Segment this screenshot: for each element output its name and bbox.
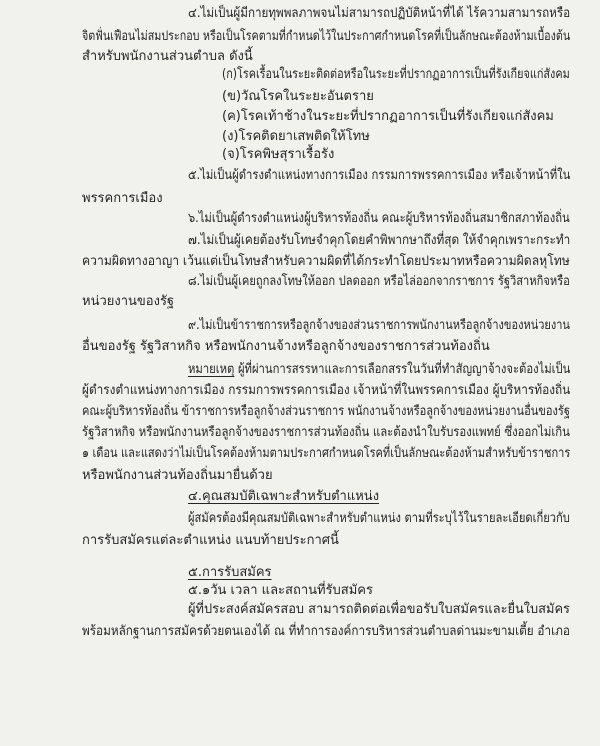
- disease-list-item: (ค)โรคเท้าช้างในระยะที่ปรากฏอาการเป็นที่รังเกียจแก่สังคม: [222, 109, 554, 124]
- section-4-heading-text: ๔.คุณสมบัติเฉพาะสำหรับตำแหน่ง: [188, 489, 380, 504]
- note-line: รัฐวิสาหกิจ หรือพนักงานหรือลูกจ้างของราชการส่วนท้องถิ่น และต้องนำใบรับรองแพทย์ ซึ่งออกไม่เกิน: [82, 425, 570, 440]
- qualification-5-line: พรรคการเมือง: [82, 191, 163, 206]
- note-line: คณะผู้บริหารท้องถิ่น ข้าราชการหรือลูกจ้างส่วนราชการ พนักงานจ้างหรือลูกจ้างของหน่วยงานอื่นของรัฐ: [82, 404, 570, 419]
- subsection-5-1-heading: ๕.๑วัน เวลา และสถานที่รับสมัคร: [188, 583, 373, 598]
- note-line: หรือพนักงานส่วนท้องถิ่นมายื่นด้วย: [82, 468, 273, 483]
- qualification-7-line: ๗.ไม่เป็นผู้เคยต้องรับโทษจำคุกโดยคำพิพากษาถึงที่สุด ให้จำคุกเพราะกระทำ: [188, 233, 571, 248]
- qualification-5-line: ๕.ไม่เป็นผู้ดำรงตำแหน่งทางการเมือง กรรมการพรรคการเมือง หรือเจ้าหน้าที่ใน: [188, 168, 571, 183]
- qualification-8-line: หน่วยงานของรัฐ: [82, 294, 175, 309]
- section-4-line: ผู้สมัครต้องมีคุณสมบัติเฉพาะสำหรับตำแหน่ง ตามที่ระบุไว้ในรายละเอียดเกี่ยวกับ: [188, 511, 570, 526]
- disease-list-item: (จ)โรคพิษสุราเรื้อรัง: [222, 147, 335, 162]
- section-4-heading: [188, 488, 570, 506]
- note-text: ผู้ที่ผ่านการสรรหาและการเลือกสรรในวันที่ทำสัญญาจ้างจะต้องไม่เป็น: [237, 362, 571, 377]
- qualification-9-line: อื่นของรัฐ รัฐวิสาหกิจ หรือพนักงานจ้างหรือลูกจ้างของราชการส่วนท้องถิ่น: [82, 339, 490, 354]
- subsection-5-1-line: ผู้ที่ประสงค์สมัครสอบ สามารถติดต่อเพื่อขอรับใบสมัครและยื่นใบสมัคร: [188, 602, 570, 617]
- disease-list-item: (ข)วัณโรคในระยะอันตราย: [222, 89, 374, 104]
- section-5-heading-text: ๕.การรับสมัคร: [188, 565, 272, 580]
- note-label: หมายเหตุ: [188, 362, 235, 377]
- qualification-4-line: สำหรับพนักงานส่วนตำบล ดังนี้: [82, 49, 253, 64]
- disease-list-item: (ก)โรคเรื้อนในระยะติดต่อหรือในระยะที่ปรากฏอาการเป็นที่รังเกียจแก่สังคม: [222, 67, 570, 82]
- section-4-line: การรับสมัครแต่ละตำแหน่ง แนบท้ายประกาศนี้: [82, 533, 339, 548]
- qualification-4-line: ๔.ไม่เป็นผู้มีกายทุพพลภาพจนไม่สามารถปฏิบัติหน้าที่ได้ ไร้ความสามารถหรือ: [188, 6, 571, 21]
- disease-list-item: (ง)โรคติดยาเสพติดให้โทษ: [222, 129, 370, 144]
- section-5-heading: [188, 564, 570, 582]
- qualification-8-line: ๘.ไม่เป็นผู้เคยถูกลงโทษให้ออก ปลดออก หรือไล่ออกจากราชการ รัฐวิสาหกิจหรือ: [188, 274, 570, 289]
- note-line: [188, 361, 571, 379]
- qualification-7-line: ความผิดทางอาญา เว้นแต่เป็นโทษสำหรับความผิดที่ได้กระทำโดยประมาทหรือความผิดลหุโทษ: [82, 254, 570, 269]
- qualification-9-line: ๙.ไม่เป็นข้าราชการหรือลูกจ้างของส่วนราชการพนักงานหรือลูกจ้างของหน่วยงาน: [188, 318, 570, 333]
- qualification-4-line: จิตฟั่นเฟือนไม่สมประกอบ หรือเป็นโรคตามที่กำหนดไว้ในประกาศกำหนดโรคที่เป็นลักษณะต้องห้ามเบื้องต้น: [82, 29, 571, 44]
- note-line: ๑ เดือน และแสดงว่าไม่เป็นโรคต้องห้ามตามประกาศกำหนดโรคที่เป็นลักษณะต้องห้ามสำหรับข้าราชการ: [82, 446, 571, 461]
- note-line: ผู้ดำรงตำแหน่งทางการเมือง กรรมการพรรคการเมือง เจ้าหน้าที่ในพรรคการเมือง ผู้บริหารท้องถิ่น: [82, 383, 571, 398]
- subsection-5-1-line: พร้อมหลักฐานการสมัครด้วยตนเองได้ ณ ที่ทำการองค์การบริหารส่วนตำบลด่านมะขามเตี้ย อำเภอ: [82, 624, 570, 639]
- qualification-6-line: ๖.ไม่เป็นผู้ดำรงตำแหน่งผู้บริหารท้องถิ่น คณะผู้บริหารท้องถิ่นสมาชิกสภาท้องถิ่น: [188, 211, 570, 226]
